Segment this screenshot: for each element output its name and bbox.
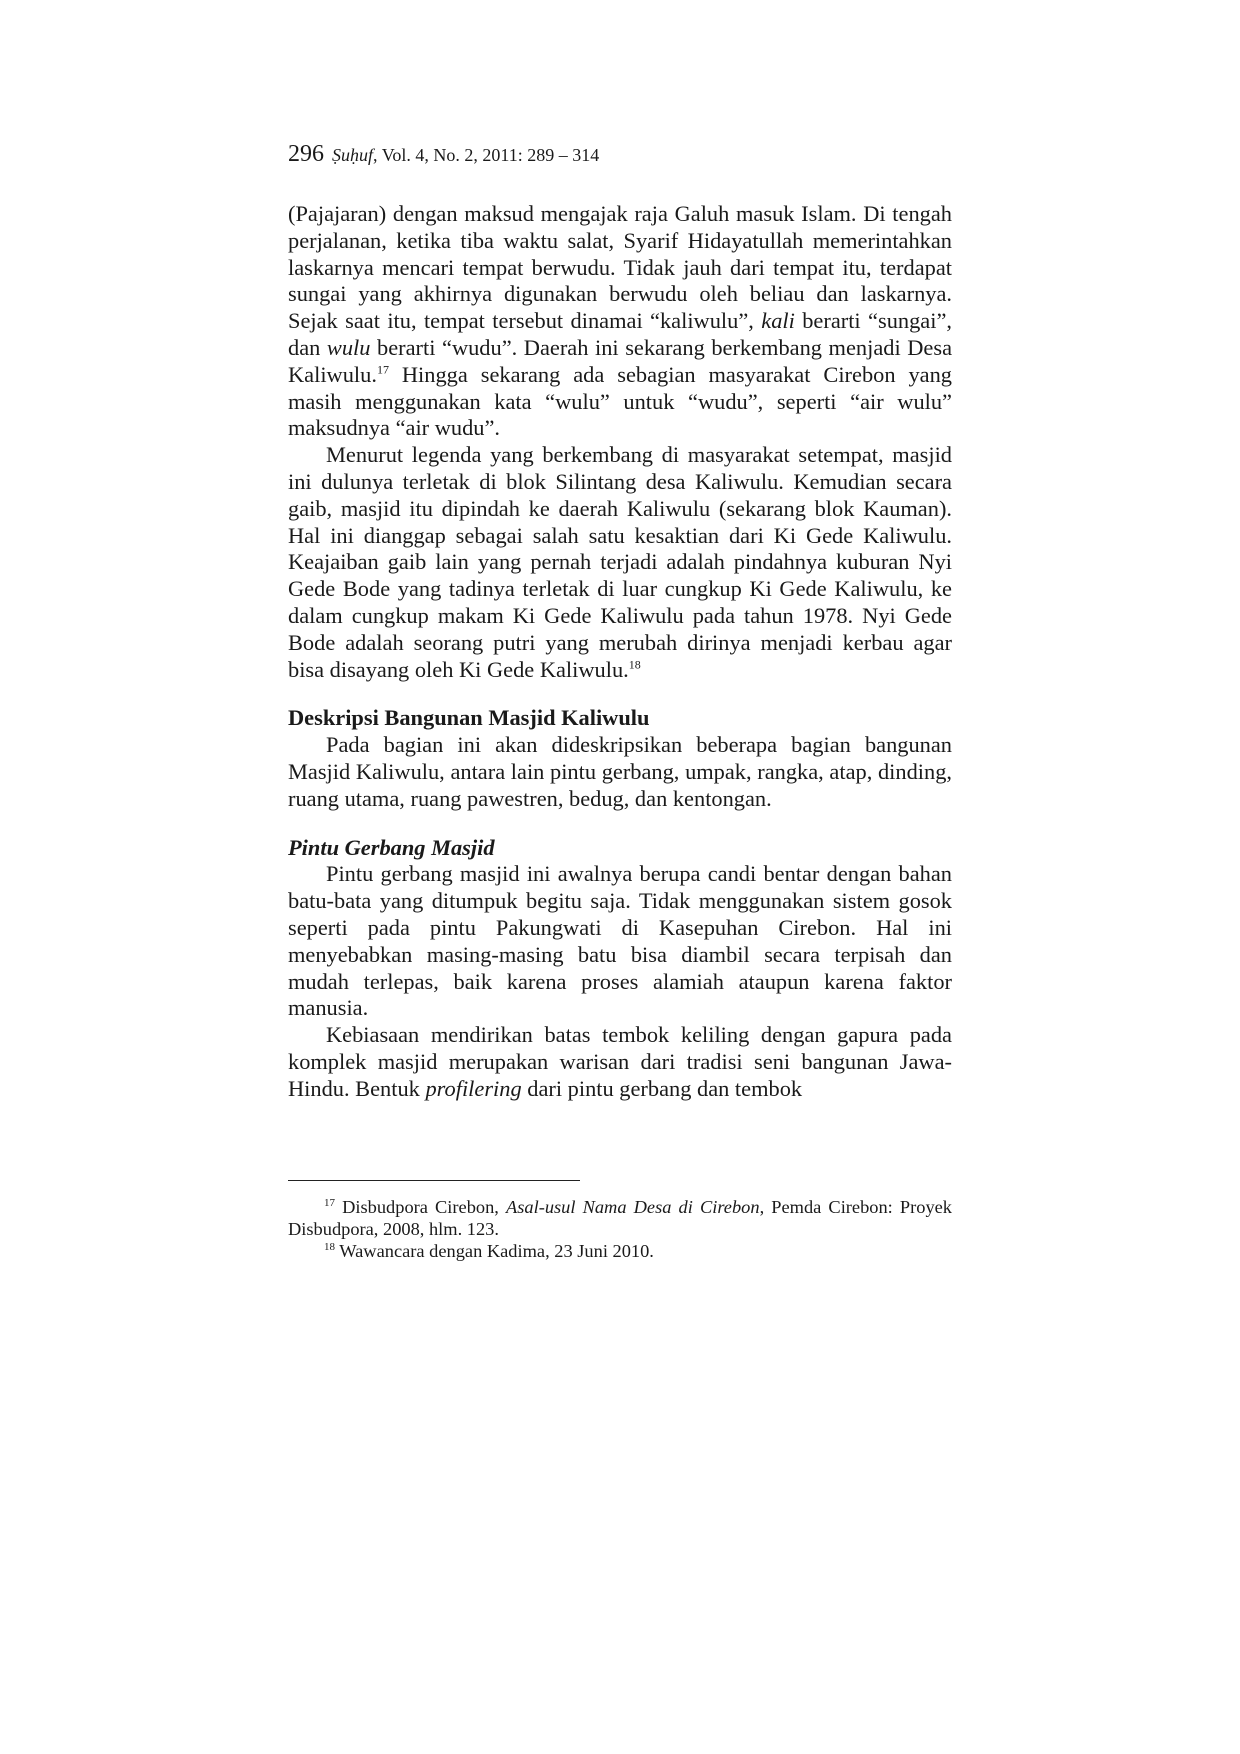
- paragraph-kaliwulu-origin: (Pajajaran) dengan maksud mengajak raja Galuh masuk Islam. Di tengah perjalanan, ketika tiba waktu salat, Syarif Hidayatullah memerintahkan laskarnya mencari tempat berwudu. Tidak jauh dari tempat itu, terdapat sungai yang akhirnya digunakan berwudu oleh beliau dan laskarnya. Sejak saat itu, tempat tersebut dinamai “kaliwulu”, kali berarti “sungai”, dan wulu berarti “wudu”. Daerah ini sekarang berkembang menjadi Desa Kaliwulu.$^{17}$ Hingga sekarang ada sebagian masyarakat Cirebon yang masih menggunakan kata “wulu” untuk “wudu”, seperti “air wulu” maksudnya “air wudu”.: [288, 201, 953, 441]
- footnote-17: $^{17}$ Disbudpora Cirebon, Asal-usul Nama Desa di Cirebon, Pemda Cirebon: Proyek Disbudpora, 2008, hlm. 123.: [288, 1196, 953, 1239]
- subsection-heading: Pintu Gerbang Masjid: [288, 834, 495, 860]
- footnote-ref-18: 18: [628, 657, 641, 672]
- journal-citation: [332, 145, 599, 165]
- paragraph-gate-description: Pintu gerbang masjid ini awalnya berupa candi bentar dengan bahan batu-bata yang ditumpuk begitu saja. Tidak menggunakan sistem gosok seperti pada pintu Pakungwati di Kasepuhan Cirebon. Hal ini menyebabkan masing-masing batu bisa diambil secara terpisah dan mudah terlepas, baik karena proses alamiah ataupun karena faktor manusia.: [288, 861, 952, 1021]
- paragraph-section-intro: Pada bagian ini akan dideskripsikan beberapa bagian bangunan Masjid Kaliwulu, antara lain pintu gerbang, umpak, rangka, atap, dinding, ruang utama, ruang pawestren, bedug, dan kentongan.: [288, 732, 952, 811]
- footnote-18: $^{18}$ Wawancara dengan Kadima, 23 Juni 2010.: [324, 1240, 654, 1261]
- running-header: [288, 141, 599, 168]
- section-heading: Deskripsi Bangunan Masjid Kaliwulu: [288, 705, 650, 731]
- spacer: [288, 683, 952, 705]
- spacer: [288, 813, 952, 835]
- paragraph-legend: Menurut legenda yang berkembang di masyarakat setempat, masjid ini dulunya terletak di blok Silintang desa Kaliwulu. Kemudian secara gaib, masjid itu dipindah ke daerah Kaliwulu (sekarang blok Kauman). Hal ini dianggap sebagai salah satu kesaktian dari Ki Gede Kaliwulu. Keajaiban gaib lain yang pernah terjadi adalah pindahnya kuburan Nyi Gede Bode yang tadinya terletak di luar cungkup Ki Gede Kaliwulu, ke dalam cungkup makam Ki Gede Kaliwulu pada tahun 1978. Nyi Gede Bode adalah seorang putri yang merubah dirinya menjadi kerbau agar bisa disayang oleh Ki Gede Kaliwulu.$^{18}$: [288, 442, 952, 682]
- paragraph-gate-tradition: Kebiasaan mendirikan batas tembok keliling dengan gapura pada komplek masjid merupakan warisan dari tradisi seni bangunan Jawa-Hindu. Bentuk profilering dari pintu gerbang dan tembok: [288, 1022, 952, 1101]
- footnote-ref-17: 17: [376, 362, 389, 377]
- footnotes: [288, 1196, 952, 1262]
- body-text: [288, 201, 952, 1103]
- footnote-divider: [288, 1180, 580, 1181]
- page-number: 296: [288, 141, 324, 167]
- volume-info: , Vol. 4, No. 2, 2011: 289 – 314: [373, 145, 600, 165]
- journal-name: Ṣuḥuf: [332, 145, 374, 165]
